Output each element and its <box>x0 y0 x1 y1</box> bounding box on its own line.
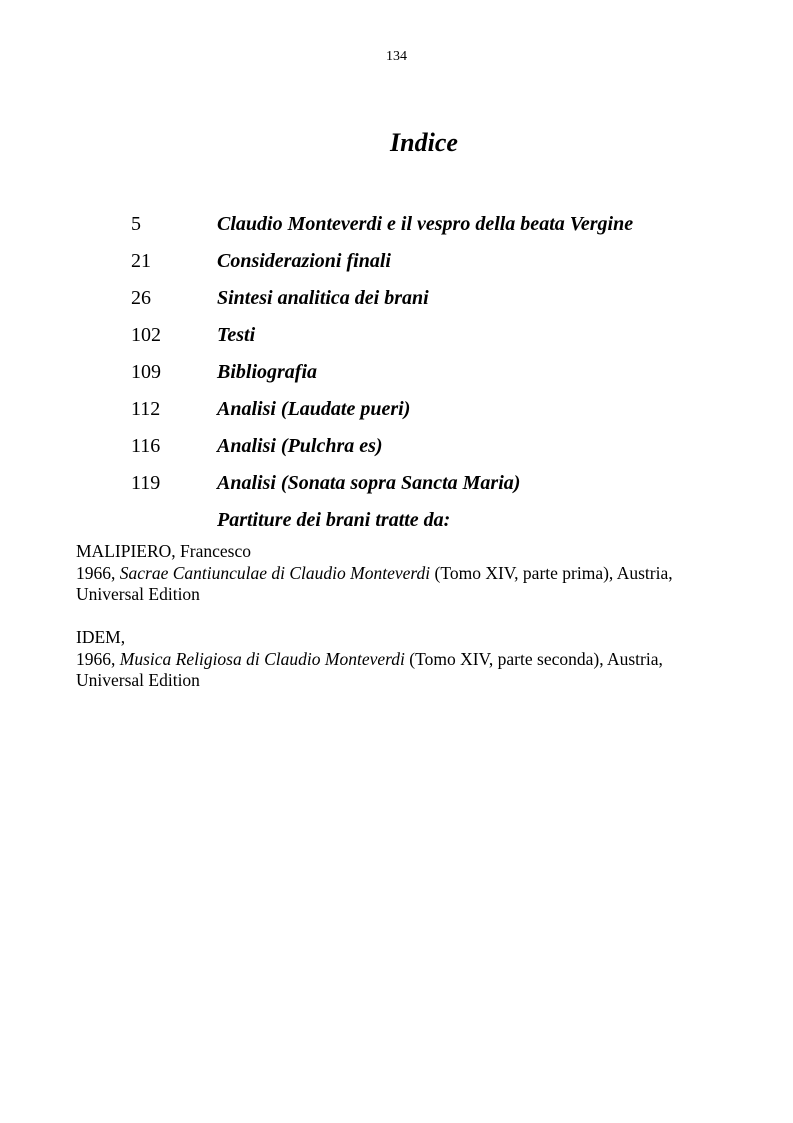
reference-details: (Tomo XIV, parte seconda), Austria, <box>404 648 663 669</box>
table-of-contents <box>131 206 633 539</box>
reference-work-title: Sacrae Cantiunculae di Claudio Monteverdi <box>119 562 431 583</box>
reference-citation <box>76 649 736 671</box>
reference-publisher: Universal Edition <box>76 584 200 604</box>
toc-entry-scores-heading <box>131 502 633 539</box>
score-references <box>76 541 736 713</box>
toc-title: Sintesi analitica dei brani <box>217 287 429 309</box>
toc-entry <box>131 280 633 317</box>
toc-entry <box>131 243 633 280</box>
toc-page-number: 5 <box>131 213 141 235</box>
toc-page-number: 26 <box>131 287 151 309</box>
reference-year: 1966, <box>76 562 120 583</box>
reference-author: MALIPIERO, Francesco <box>76 541 251 561</box>
toc-title: Claudio Monteverdi e il vespro della beata Vergine <box>217 213 634 235</box>
toc-entry <box>131 206 633 243</box>
toc-title: Partiture dei brani tratte da: <box>217 509 451 531</box>
toc-page-number: 119 <box>131 472 161 494</box>
toc-entry <box>131 465 633 502</box>
reference-year: 1966, <box>76 648 120 669</box>
toc-entry <box>131 317 633 354</box>
toc-entry <box>131 354 633 391</box>
reference-author: IDEM, <box>76 627 126 647</box>
page-number: 134 <box>386 49 407 64</box>
toc-page-number: 109 <box>131 361 161 383</box>
toc-title: Considerazioni finali <box>217 250 391 272</box>
toc-entry <box>131 391 633 428</box>
toc-title: Analisi (Laudate pueri) <box>217 398 411 420</box>
reference-entry <box>76 541 736 606</box>
toc-page-number: 102 <box>131 324 161 346</box>
page-title: Indice <box>390 128 458 157</box>
toc-entry <box>131 428 633 465</box>
reference-details: (Tomo XIV, parte prima), Austria, <box>430 562 673 583</box>
reference-publisher: Universal Edition <box>76 670 200 690</box>
toc-title: Bibliografia <box>217 361 318 383</box>
toc-title: Analisi (Pulchra es) <box>217 435 383 457</box>
toc-page-number: 21 <box>131 250 151 272</box>
reference-work-title: Musica Religiosa di Claudio Monteverdi <box>119 648 405 669</box>
toc-page-number: 112 <box>131 398 161 420</box>
reference-entry <box>76 627 736 692</box>
toc-title: Analisi (Sonata sopra Sancta Maria) <box>217 472 521 494</box>
reference-citation <box>76 563 736 585</box>
toc-page-number: 116 <box>131 435 161 457</box>
toc-title: Testi <box>217 324 256 346</box>
